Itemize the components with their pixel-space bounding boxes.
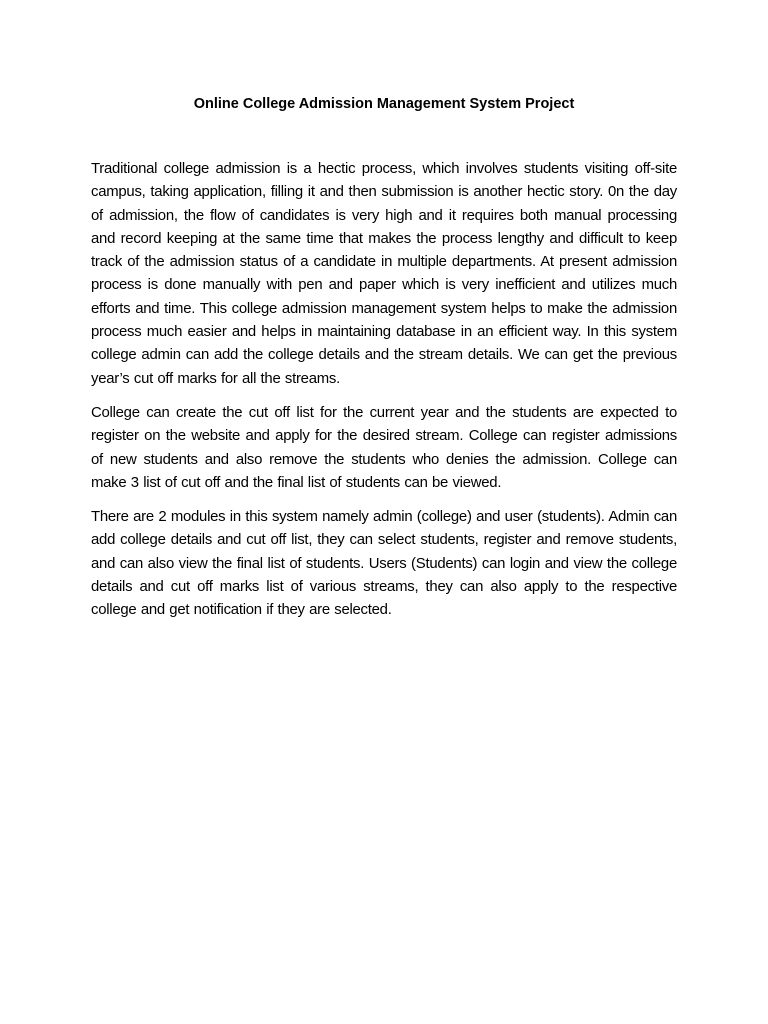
paragraph-traditional-admission: Traditional college admission is a hectic process, which involves students visiting off-site campus, taking application, filling it and then submission is another hectic story. 0n the day of admission, the flow of candidates is very high and it requires both manual processing and record keeping at the same time that makes the process lengthy and difficult to keep track of the admission status of a candidate in multiple departments. At present admission process is done manually with pen and paper which is very inefficient and utilizes much efforts and time. This college admission management system helps to make the admission process much easier and helps in maintaining database in an efficient way. In this system college admin can add the college details and the stream details. We can get the previous year’s cut off marks for all the streams. (91, 161, 677, 387)
paragraph-modules: There are 2 modules in this system namely admin (college) and user (students). Admin can add college details and cut off list, they can select students, register and remove students, and can also view the final list of students. Users (Students) can login and view the college details and cut off marks list of various streams, they can also apply to the respective college and get notification if they are selected. (91, 509, 677, 619)
paragraph-cut-off-list: College can create the cut off list for the current year and the students are expected to register on the website and apply for the desired stream. College can register admissions of new students and also remove the students who denies the admission. College can make 3 list of cut off and the final list of students can be viewed. (91, 404, 677, 491)
document-title: Online College Admission Management System Project (193, 96, 575, 112)
document-body (91, 158, 677, 634)
